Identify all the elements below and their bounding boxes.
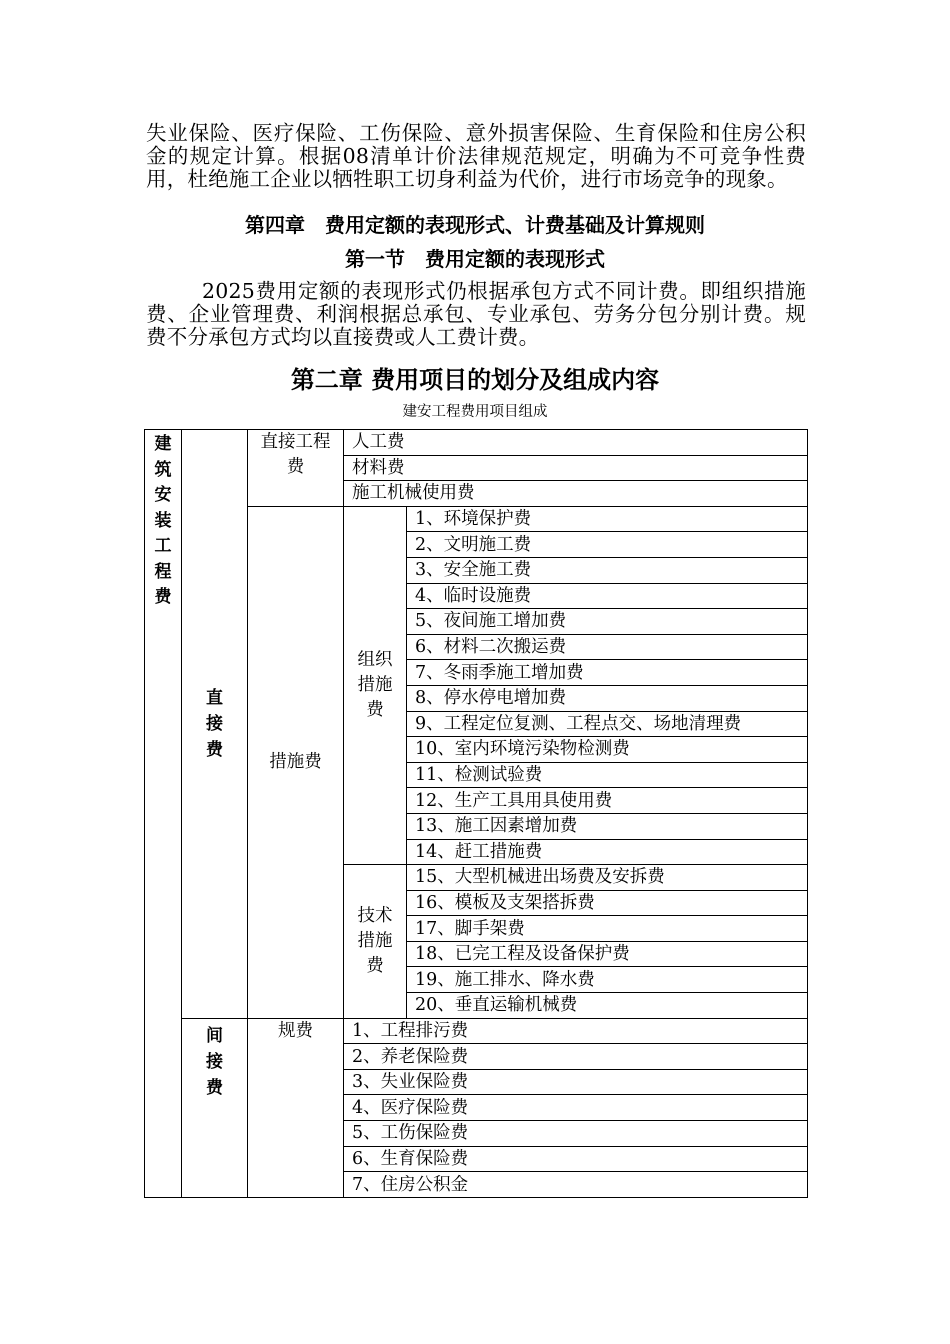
section1-heading: 第一节 费用定额的表现形式 <box>345 247 605 271</box>
table-cell: 20、垂直运输机械费 <box>407 993 808 1019</box>
table-cell: 9、工程定位复测、工程点交、场地清理费 <box>407 711 808 737</box>
table-cell: 材料费 <box>344 455 808 481</box>
table-row <box>145 1018 808 1044</box>
table-cell: 7、住房公积金 <box>344 1172 808 1198</box>
table-cell: 14、赶工措施费 <box>407 839 808 865</box>
table-cell: 11、检测试验费 <box>407 762 808 788</box>
table-cell: 8、停水停电增加费 <box>407 685 808 711</box>
table-cell: 3、失业保险费 <box>344 1069 808 1095</box>
indirect-fee-label: 间接费 <box>206 1025 223 1098</box>
chapter2-heading: 第二章 费用项目的划分及组成内容 <box>290 366 660 394</box>
technical-measures-label: 技术措施费 <box>357 905 393 976</box>
table-cell: 7、冬雨季施工增加费 <box>407 660 808 686</box>
table-row <box>145 430 808 456</box>
table-cell: 2、文明施工费 <box>407 532 808 558</box>
table-cell: 1、工程排污费 <box>344 1018 808 1044</box>
table-cell: 18、已完工程及设备保护费 <box>407 941 808 967</box>
table-cell: 19、施工排水、降水费 <box>407 967 808 993</box>
statutory-fees-label: 规费 <box>278 1020 313 1041</box>
table-cell: 施工机械使用费 <box>344 481 808 507</box>
direct-fee-cell <box>182 430 248 1019</box>
table-cell: 6、材料二次搬运费 <box>407 634 808 660</box>
intro-paragraph: 失业保险、医疗保险、工伤保险、意外损害保险、生育保险和住房公积金的规定计算。根据08清单计价法律规范规定，明确为不可竞争性费用，杜绝施工企业以牺牲职工切身利益为代价，进行市场竞争的现象。 <box>146 121 806 191</box>
measures-fee-label: 措施费 <box>269 751 322 772</box>
table-cell: 1、环境保护费 <box>407 506 808 532</box>
direct-engineering-label: 直接工程费 <box>260 432 331 477</box>
table-cell: 2、养老保险费 <box>344 1044 808 1070</box>
direct-engineering-cell <box>248 430 344 507</box>
table-caption: 建安工程费用项目组成 <box>402 404 548 420</box>
statutory-fees-cell <box>248 1018 344 1197</box>
indirect-fee-cell <box>182 1018 248 1197</box>
fee-composition-table <box>144 429 808 1198</box>
root-category-label: 建筑安装工程费 <box>154 434 172 607</box>
table-cell: 15、大型机械进出场费及安拆费 <box>407 865 808 891</box>
table-cell: 5、夜间施工增加费 <box>407 609 808 635</box>
table-cell: 13、施工因素增加费 <box>407 813 808 839</box>
section1-paragraph: 2025费用定额的表现形式仍根据承包方式不同计费。即组织措施费、企业管理费、利润根据总承包、专业承包、劳务分包分别计费。规费不分承包方式均以直接费或人工费计费。 <box>146 279 806 349</box>
table-cell: 17、脚手架费 <box>407 916 808 942</box>
chapter4-heading: 第四章 费用定额的表现形式、计费基础及计算规则 <box>245 213 705 237</box>
table-cell: 6、生育保险费 <box>344 1146 808 1172</box>
measures-fee-cell <box>248 506 344 1018</box>
table-cell: 3、安全施工费 <box>407 557 808 583</box>
table-cell: 10、室内环境污染物检测费 <box>407 737 808 763</box>
table-cell: 4、医疗保险费 <box>344 1095 808 1121</box>
organizational-measures-label: 组织措施费 <box>357 649 393 720</box>
table-cell: 5、工伤保险费 <box>344 1121 808 1147</box>
root-category-cell <box>145 430 182 1198</box>
technical-measures-cell <box>344 865 407 1019</box>
organizational-measures-cell <box>344 506 407 864</box>
table-cell: 人工费 <box>344 430 808 456</box>
table-cell: 16、模板及支架搭拆费 <box>407 890 808 916</box>
direct-fee-label: 直接费 <box>206 687 223 760</box>
table-cell: 4、临时设施费 <box>407 583 808 609</box>
table-cell: 12、生产工具用具使用费 <box>407 788 808 814</box>
